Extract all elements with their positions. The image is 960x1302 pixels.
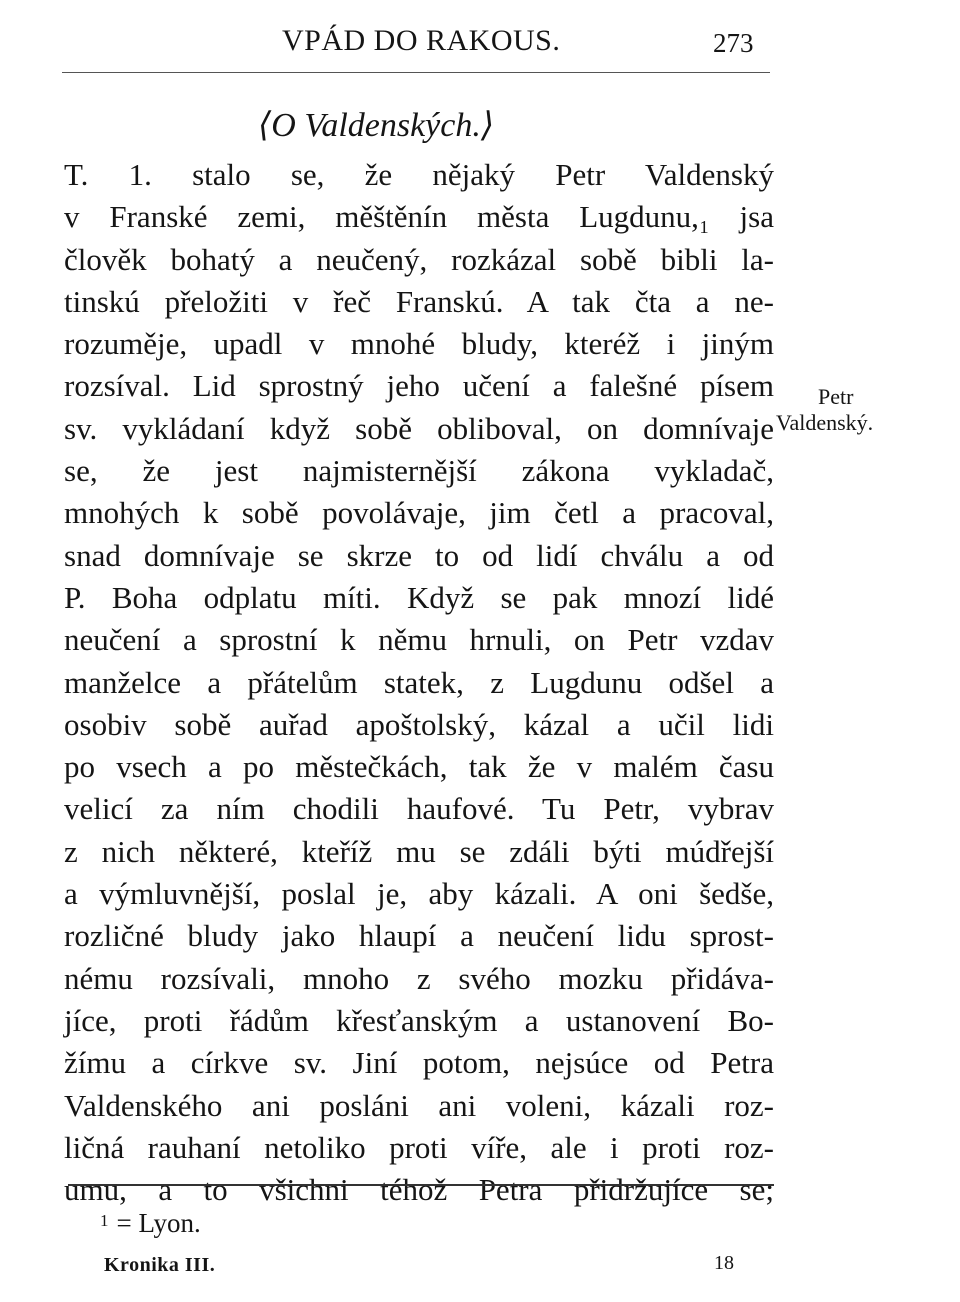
text-line: nému rozsívali, mnoho z svého mozku přidáva- [64, 960, 774, 996]
body-text [64, 154, 774, 1211]
printer-signature: Kronika III. [104, 1254, 216, 1276]
marginal-note-line: Petr [818, 384, 854, 409]
header-rule [62, 72, 770, 73]
text-line: tinskú přeložiti v řeč Franskú. A tak čta a ne- [64, 283, 774, 319]
text-line: jíce, proti řádům křesťanským a ustanovení Bo- [64, 1002, 774, 1038]
marginal-note [776, 384, 956, 436]
text-line: rozličné bludy jako hlaupí a neučení lidu sprost- [64, 918, 774, 954]
text-line: P. Boha odplatu míti. Když se pak mnozí lidé [64, 579, 774, 615]
text-line: v Franské zemi, měštěnín města Lugdunu,₁ jsa [64, 199, 774, 235]
text-line: z nich některé, kteříž mu se zdáli býti múdřejší [64, 833, 774, 869]
text-line: a výmluvnější, poslal je, aby kázali. A oni šedše, [64, 876, 774, 912]
text-line: žímu a církve sv. Jiní potom, nejsúce od Petra [64, 1045, 774, 1081]
footnote-text: = Lyon. [116, 1208, 201, 1238]
text-line: T. 1. stalo se, že nějaký Petr Valdenský [64, 157, 774, 192]
marginal-note-line: Valdenský. [776, 410, 874, 435]
footnote-marker: 1 [100, 1211, 109, 1230]
text-line: rozuměje, upadl v mnohé bludy, kteréž i jiným [64, 326, 774, 362]
text-line: manželce a přátelům statek, z Lugdunu odšel a [64, 664, 774, 700]
text-line: snad domnívaje se skrze to od lidí chválu a od [64, 537, 774, 573]
text-line: neučení a sprostní k němu hrnuli, on Petr vzdav [64, 622, 774, 658]
text-line: sv. vykládaní když sobě obliboval, on domnívaje [64, 410, 774, 446]
text-line: osobiv sobě auřad apoštolský, kázal a učil lidi [64, 706, 774, 742]
text-line: ličná rauhaní netoliko proti víře, ale i proti roz- [64, 1129, 774, 1165]
section-heading: ⟨O Valdenských.⟩ [258, 107, 495, 144]
page-number: 273 [713, 28, 754, 58]
text-line: po vsech a po městečkách, tak že v malém času [64, 749, 774, 785]
text-line: umu, a to všichni téhož Petra přidržujíce se; [64, 1172, 774, 1208]
text-line: mnohých k sobě povolávaje, jim četl a pracoval, [64, 495, 774, 531]
footnote [100, 1208, 201, 1239]
text-line: člověk bohatý a neučený, rozkázal sobě bibli la- [64, 241, 774, 277]
text-line: se, že jest najmisternější zákona vykladač, [64, 453, 774, 489]
footnote-rule [68, 1184, 774, 1186]
running-title: VPÁD DO RAKOUS. [282, 24, 561, 57]
text-line: velicí za ním chodili haufové. Tu Petr, vybrav [64, 791, 774, 827]
text-line: Valdenského ani posláni ani voleni, kázali roz- [64, 1087, 774, 1123]
sheet-number: 18 [714, 1252, 734, 1274]
text-line: rozsíval. Lid sprostný jeho učení a falešné písem [64, 368, 774, 404]
